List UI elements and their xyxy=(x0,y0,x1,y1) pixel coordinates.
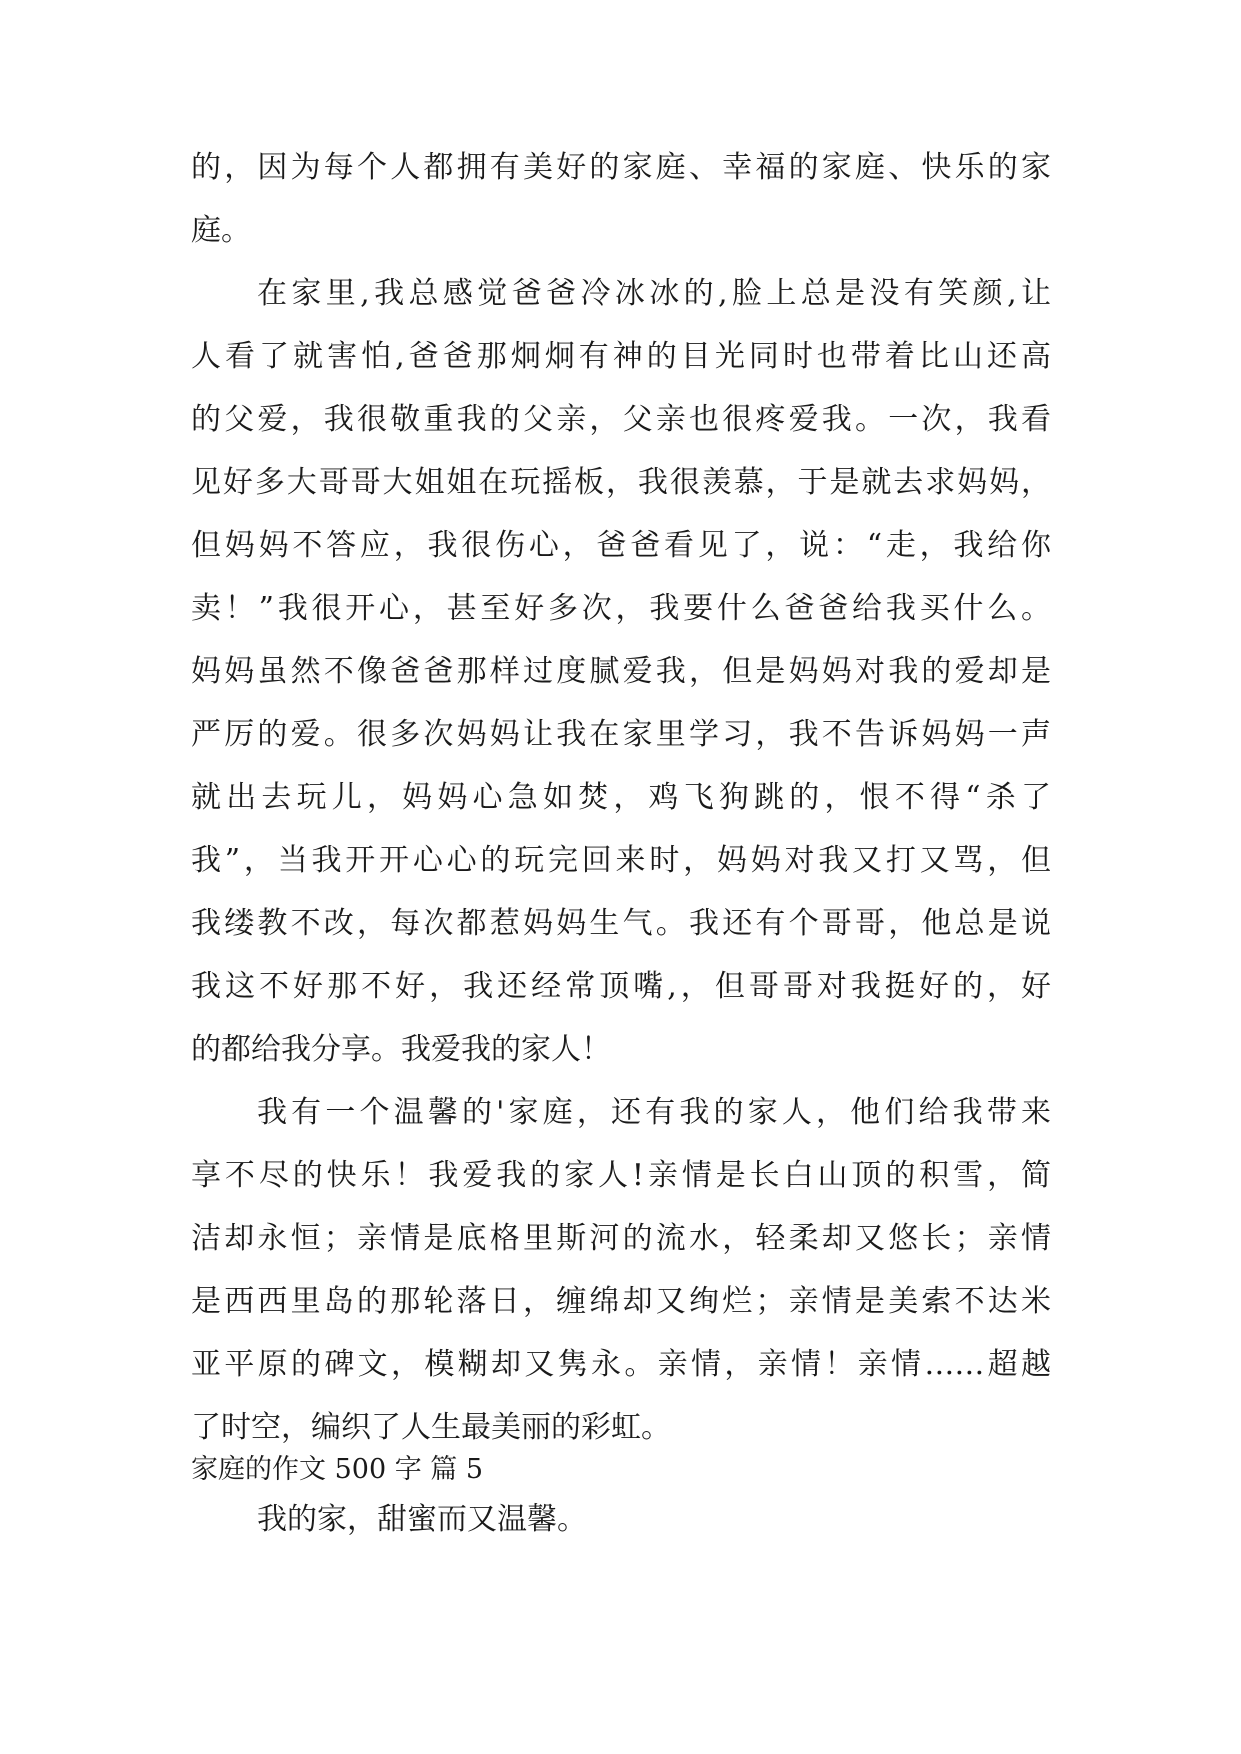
text-line: 卖！”我很开心，甚至好多次，我要什么爸爸给我买什么。 xyxy=(191,591,1051,626)
text-line: 了时空，编织了人生最美丽的彩虹。 xyxy=(191,1410,671,1445)
paragraph-3 xyxy=(191,1081,1051,1459)
text-line: 庭。 xyxy=(191,213,251,248)
text-line: 我缕教不改，每次都惹妈妈生气。我还有个哥哥，他总是说 xyxy=(191,906,1051,941)
text-line: 亚平原的碑文，模糊却又隽永。亲情，亲情！亲情……超越 xyxy=(191,1347,1051,1382)
text-line: 人看了就害怕,爸爸那炯炯有神的目光同时也带着比山还高 xyxy=(191,339,1051,374)
text-line: 我有一个温馨的'家庭，还有我的家人，他们给我带来 xyxy=(257,1095,1051,1130)
section-heading: 家庭的作文 500 字 篇 5 xyxy=(191,1454,484,1485)
text-line: 但妈妈不答应，我很伤心，爸爸看见了，说：“走，我给你 xyxy=(191,528,1051,563)
text-line: 在家里,我总感觉爸爸冷冰冰的,脸上总是没有笑颜,让 xyxy=(257,276,1051,311)
paragraph-2 xyxy=(191,262,1051,1081)
text-line: 就出去玩儿，妈妈心急如焚，鸡飞狗跳的，恨不得“杀了 xyxy=(191,780,1051,815)
paragraph-1 xyxy=(191,136,1051,262)
text-line: 洁却永恒；亲情是底格里斯河的流水，轻柔却又悠长；亲情 xyxy=(191,1221,1051,1256)
text-line: 妈妈虽然不像爸爸那样过度腻爱我，但是妈妈对我的爱却是 xyxy=(191,654,1051,689)
text-line: 我这不好那不好，我还经常顶嘴,，但哥哥对我挺好的，好 xyxy=(191,969,1051,1004)
text-line: 的都给我分享。我爱我的家人！ xyxy=(191,1032,611,1067)
section-first-line: 我的家，甜蜜而又温馨。 xyxy=(257,1502,587,1537)
text-line: 我”，当我开开心心的玩完回来时，妈妈对我又打又骂，但 xyxy=(191,843,1051,878)
text-line: 的父爱，我很敬重我的父亲，父亲也很疼爱我。一次，我看 xyxy=(191,402,1051,437)
text-line: 是西西里岛的那轮落日，缠绵却又绚烂；亲情是美索不达米 xyxy=(191,1284,1051,1319)
text-line: 见好多大哥哥大姐姐在玩摇板，我很羡慕，于是就去求妈妈， xyxy=(191,465,1051,500)
text-line: 严厉的爱。很多次妈妈让我在家里学习，我不告诉妈妈一声 xyxy=(191,717,1051,752)
text-line: 享不尽的快乐！我爱我的家人!亲情是长白山顶的积雪，简 xyxy=(191,1158,1051,1193)
text-line: 的，因为每个人都拥有美好的家庭、幸福的家庭、快乐的家 xyxy=(191,150,1051,185)
